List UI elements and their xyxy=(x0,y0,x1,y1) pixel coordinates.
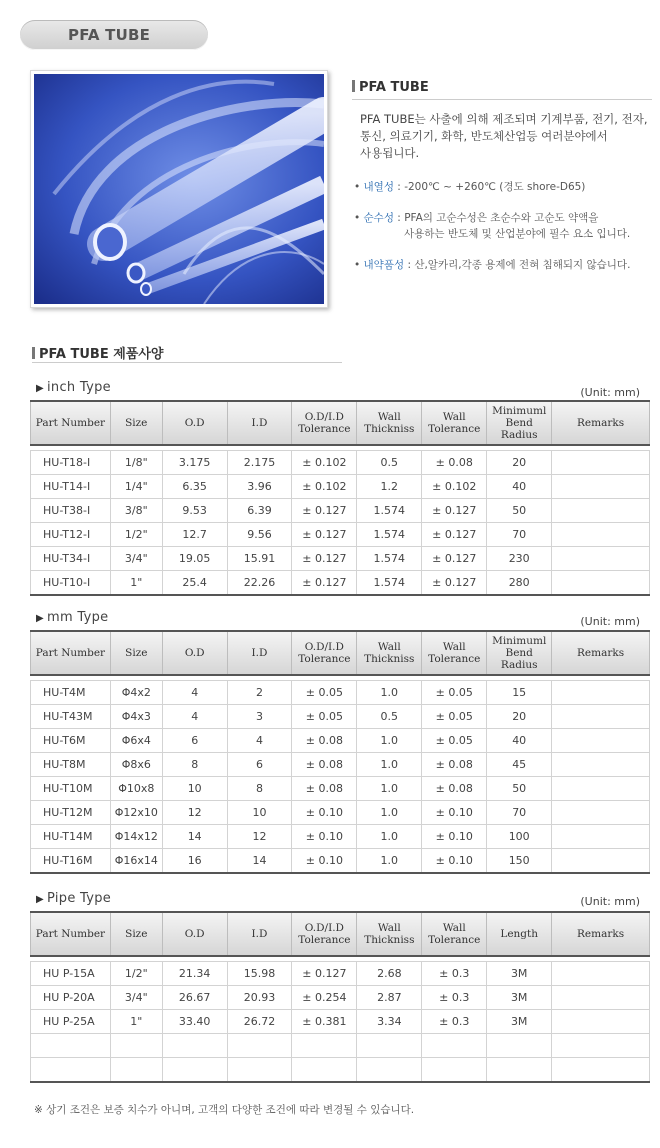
table-cell xyxy=(552,729,650,753)
feature-purity: • 순수성 : PFA의 고순수성은 초순수와 고순도 약액을 사용하는 반도체 및 산업분야에 필수 요소 입니다. xyxy=(354,212,631,240)
feature-label: 순수성 xyxy=(363,212,394,224)
column-header xyxy=(110,401,162,445)
column-header xyxy=(422,401,487,445)
table-cell xyxy=(552,1034,650,1058)
table-cell: ± 0.127 xyxy=(292,962,357,986)
column-header-text: Minimuml xyxy=(492,635,547,647)
table-cell: 22.26 xyxy=(227,571,292,596)
column-header xyxy=(31,401,111,445)
column-header xyxy=(110,631,162,675)
mm-type-title: mm Type xyxy=(47,610,109,625)
table-row xyxy=(31,475,650,499)
table-cell: 3M xyxy=(487,986,552,1010)
table-cell: HU-T14-I xyxy=(31,475,111,499)
table-cell: HU-T10M xyxy=(31,777,111,801)
table-cell: 70 xyxy=(487,523,552,547)
table-cell: 1.0 xyxy=(357,753,422,777)
table-cell: ± 0.05 xyxy=(292,681,357,705)
table-cell: 1.2 xyxy=(357,475,422,499)
table-cell xyxy=(552,777,650,801)
table-cell: ± 0.08 xyxy=(292,753,357,777)
heading-marker xyxy=(32,347,35,359)
column-header-text: Thickniss xyxy=(364,423,415,435)
table-cell: ± 0.102 xyxy=(292,451,357,475)
table-cell: 6 xyxy=(227,753,292,777)
table-cell xyxy=(552,705,650,729)
table-cell: HU P-20A xyxy=(31,986,111,1010)
table-cell: 12.7 xyxy=(162,523,227,547)
table-cell xyxy=(357,1058,422,1083)
column-header xyxy=(162,912,227,956)
column-header xyxy=(487,631,552,675)
table-cell: 10 xyxy=(227,801,292,825)
column-header xyxy=(552,631,650,675)
table-cell: ± 0.127 xyxy=(292,547,357,571)
table-cell: ± 0.381 xyxy=(292,1010,357,1034)
table-cell xyxy=(31,1034,111,1058)
table-cell: ± 0.10 xyxy=(422,849,487,874)
table-cell: 8 xyxy=(227,777,292,801)
table-cell: ± 0.127 xyxy=(422,499,487,523)
intro-title: PFA TUBE xyxy=(359,80,429,95)
table-cell: 20 xyxy=(487,451,552,475)
column-header xyxy=(292,912,357,956)
column-header-text: Thickniss xyxy=(364,934,415,946)
table-row xyxy=(31,681,650,705)
table-cell: ± 0.127 xyxy=(292,499,357,523)
pipe-type-table xyxy=(30,911,650,1083)
table-cell: ± 0.08 xyxy=(292,729,357,753)
table-cell: 6 xyxy=(162,729,227,753)
table-cell: ± 0.08 xyxy=(422,753,487,777)
table-cell xyxy=(552,849,650,874)
table-row xyxy=(31,962,650,986)
table-cell xyxy=(552,1058,650,1083)
column-header-text: Size xyxy=(125,417,148,429)
column-header xyxy=(292,631,357,675)
page-title-pill xyxy=(20,20,208,50)
table-cell: 2.87 xyxy=(357,986,422,1010)
column-header-text: Tolerance xyxy=(428,423,481,435)
column-header xyxy=(357,401,422,445)
table-cell: HU P-15A xyxy=(31,962,111,986)
page-title: PFA TUBE xyxy=(68,26,151,44)
table-cell xyxy=(110,1034,162,1058)
table-cell xyxy=(162,1034,227,1058)
table-cell: Φ4x3 xyxy=(110,705,162,729)
column-header xyxy=(227,401,292,445)
table-cell: 1.0 xyxy=(357,849,422,874)
table-row xyxy=(31,523,650,547)
table-cell: 3M xyxy=(487,962,552,986)
column-header-text: Wall xyxy=(442,411,466,423)
table-cell xyxy=(422,1034,487,1058)
table-cell xyxy=(552,571,650,596)
table-cell: 40 xyxy=(487,729,552,753)
column-header-text: Size xyxy=(125,647,148,659)
column-header-text: Tolerance xyxy=(428,653,481,665)
table-cell: 1/2" xyxy=(110,962,162,986)
table-cell: Φ6x4 xyxy=(110,729,162,753)
description-line: 통신, 의료기기, 화학, 반도체산업등 여러분야에서 xyxy=(360,129,608,143)
table-cell: HU-T43M xyxy=(31,705,111,729)
table-cell: ± 0.10 xyxy=(422,801,487,825)
pipe-type-heading xyxy=(36,891,111,906)
column-header-text: Part Number xyxy=(35,928,106,940)
feature-text: 산,알카리,각종 용제에 전혀 침해되지 않습니다. xyxy=(414,259,631,271)
table-cell: ± 0.05 xyxy=(422,729,487,753)
pipe-type-title: Pipe Type xyxy=(47,891,112,906)
table-cell xyxy=(357,1034,422,1058)
column-header-text: Size xyxy=(125,928,148,940)
heading-marker xyxy=(352,80,355,92)
table-row xyxy=(31,753,650,777)
table-cell: ± 0.3 xyxy=(422,962,487,986)
table-cell xyxy=(552,681,650,705)
table-cell: 3/4" xyxy=(110,547,162,571)
column-header-text: Wall xyxy=(377,411,401,423)
table-cell: 3 xyxy=(227,705,292,729)
table-header-row xyxy=(31,631,650,675)
table-cell: 1" xyxy=(110,1010,162,1034)
column-header xyxy=(487,401,552,445)
column-header xyxy=(162,631,227,675)
table-cell: 3/4" xyxy=(110,986,162,1010)
column-header-text: O.D/I.D xyxy=(304,411,344,423)
table-cell: ± 0.10 xyxy=(422,825,487,849)
table-cell: ± 0.05 xyxy=(292,705,357,729)
table-row xyxy=(31,451,650,475)
column-header xyxy=(422,631,487,675)
column-header xyxy=(162,401,227,445)
column-header xyxy=(110,912,162,956)
table-cell: 14 xyxy=(227,849,292,874)
table-cell: 1.0 xyxy=(357,825,422,849)
table-row xyxy=(31,571,650,596)
column-header-text: O.D/I.D xyxy=(304,641,344,653)
table-cell xyxy=(552,962,650,986)
table-cell: ± 0.08 xyxy=(422,777,487,801)
table-cell: ± 0.3 xyxy=(422,1010,487,1034)
column-header-text: Tolerance xyxy=(428,934,481,946)
table-cell: 25.4 xyxy=(162,571,227,596)
unit-label: (Unit: mm) xyxy=(580,386,640,399)
description-line: 사용됩니다. xyxy=(360,146,420,160)
table-cell: 3M xyxy=(487,1010,552,1034)
table-cell: Φ8x6 xyxy=(110,753,162,777)
table-cell: HU-T18-I xyxy=(31,451,111,475)
table-cell: HU-T6M xyxy=(31,729,111,753)
table-cell: 4 xyxy=(162,705,227,729)
table-row xyxy=(31,705,650,729)
table-cell: HU-T12M xyxy=(31,801,111,825)
table-cell: 20.93 xyxy=(227,986,292,1010)
table-cell: ± 0.102 xyxy=(292,475,357,499)
table-cell: 50 xyxy=(487,777,552,801)
spec-title: PFA TUBE 제품사양 xyxy=(39,347,164,362)
table-cell: HU-T8M xyxy=(31,753,111,777)
table-cell xyxy=(552,523,650,547)
table-cell: 26.72 xyxy=(227,1010,292,1034)
description-line: PFA TUBE는 사출에 의해 제조되며 기계부품, 전기, 전자, xyxy=(360,112,648,126)
table-cell: 1/8" xyxy=(110,451,162,475)
column-header xyxy=(292,401,357,445)
column-header-text: Minimuml xyxy=(492,405,547,417)
table-cell: 14 xyxy=(162,825,227,849)
table-row xyxy=(31,777,650,801)
table-cell: 1.574 xyxy=(357,547,422,571)
column-header-text: Thickniss xyxy=(364,653,415,665)
table-cell xyxy=(227,1058,292,1083)
intro-divider xyxy=(352,99,652,100)
table-cell xyxy=(487,1034,552,1058)
table-cell xyxy=(552,547,650,571)
table-cell: HU-T10-I xyxy=(31,571,111,596)
table-cell: HU-T34-I xyxy=(31,547,111,571)
table-cell xyxy=(227,1034,292,1058)
table-row xyxy=(31,547,650,571)
table-cell: 2.175 xyxy=(227,451,292,475)
column-header xyxy=(422,912,487,956)
feature-text: PFA의 고순수성은 초순수와 고순도 약액을 xyxy=(404,212,599,224)
column-header-text: Tolerance xyxy=(298,423,351,435)
table-cell xyxy=(422,1058,487,1083)
table-cell: 3.96 xyxy=(227,475,292,499)
column-header-text: Bend Radius xyxy=(500,417,538,441)
table-cell: HU-T12-I xyxy=(31,523,111,547)
table-cell: 10 xyxy=(162,777,227,801)
column-header xyxy=(31,631,111,675)
column-header xyxy=(552,912,650,956)
table-cell: 0.5 xyxy=(357,705,422,729)
table-cell: ± 0.127 xyxy=(422,523,487,547)
column-header-text: I.D xyxy=(251,417,268,429)
spec-heading xyxy=(32,343,163,362)
table-cell: 0.5 xyxy=(357,451,422,475)
table-cell: 15 xyxy=(487,681,552,705)
column-header xyxy=(357,912,422,956)
column-header-text: Wall xyxy=(442,641,466,653)
table-cell xyxy=(552,825,650,849)
table-cell: 9.56 xyxy=(227,523,292,547)
table-cell: Φ10x8 xyxy=(110,777,162,801)
inch-type-heading xyxy=(36,380,111,395)
feature-heat-resistance: • 내열성 : -200℃ ~ +260℃ (경도 shore-D65) xyxy=(354,181,586,193)
inch-type-table xyxy=(30,400,650,596)
table-cell xyxy=(110,1058,162,1083)
table-cell xyxy=(552,475,650,499)
column-header-text: O.D xyxy=(184,647,205,659)
table-cell: Φ4x2 xyxy=(110,681,162,705)
feature-text: 사용하는 반도체 및 산업분야에 필수 요소 입니다. xyxy=(404,228,631,240)
table-cell: 230 xyxy=(487,547,552,571)
table-cell: 1.0 xyxy=(357,729,422,753)
column-header xyxy=(487,912,552,956)
table-cell: 70 xyxy=(487,801,552,825)
table-cell xyxy=(552,753,650,777)
table-row xyxy=(31,825,650,849)
table-cell: ± 0.3 xyxy=(422,986,487,1010)
table-cell: 3.175 xyxy=(162,451,227,475)
column-header-text: Tolerance xyxy=(298,934,351,946)
inch-type-title: inch Type xyxy=(47,380,111,395)
table-cell: 19.05 xyxy=(162,547,227,571)
table-cell: 33.40 xyxy=(162,1010,227,1034)
column-header-text: O.D xyxy=(184,928,205,940)
table-cell: 1.574 xyxy=(357,523,422,547)
table-cell: ± 0.10 xyxy=(292,849,357,874)
triangle-right-icon: ▶ xyxy=(36,613,44,624)
table-cell: ± 0.10 xyxy=(292,825,357,849)
table-cell: 50 xyxy=(487,499,552,523)
column-header-text: Bend Radius xyxy=(500,647,538,671)
column-header-text: Part Number xyxy=(35,647,106,659)
column-header xyxy=(227,631,292,675)
table-cell: ± 0.08 xyxy=(292,777,357,801)
table-cell xyxy=(552,451,650,475)
table-cell: ± 0.05 xyxy=(422,681,487,705)
table-cell: 4 xyxy=(227,729,292,753)
table-header-row xyxy=(31,912,650,956)
table-cell xyxy=(552,1010,650,1034)
table-cell: 15.91 xyxy=(227,547,292,571)
table-cell xyxy=(487,1058,552,1083)
table-header-row xyxy=(31,401,650,445)
mm-type-table xyxy=(30,630,650,874)
table-cell: 12 xyxy=(227,825,292,849)
table-cell: ± 0.08 xyxy=(422,451,487,475)
table-cell: ± 0.254 xyxy=(292,986,357,1010)
table-cell xyxy=(31,1058,111,1083)
table-cell: 2.68 xyxy=(357,962,422,986)
table-cell: 8 xyxy=(162,753,227,777)
table-cell: 1" xyxy=(110,571,162,596)
feature-text: -200℃ ~ +260℃ (경도 shore-D65) xyxy=(404,181,586,193)
table-cell: 1.574 xyxy=(357,571,422,596)
feature-label: 내열성 xyxy=(363,181,394,193)
table-row xyxy=(31,986,650,1010)
table-cell xyxy=(292,1034,357,1058)
unit-label: (Unit: mm) xyxy=(580,895,640,908)
column-header-text: Wall xyxy=(377,641,401,653)
table-cell: HU P-25A xyxy=(31,1010,111,1034)
feature-label: 내약품성 xyxy=(363,259,405,271)
table-cell: ± 0.127 xyxy=(422,547,487,571)
table-cell: 2 xyxy=(227,681,292,705)
table-cell: 20 xyxy=(487,705,552,729)
triangle-right-icon: ▶ xyxy=(36,383,44,394)
column-header-text: Remarks xyxy=(577,928,625,940)
table-cell xyxy=(552,499,650,523)
table-cell: HU-T14M xyxy=(31,825,111,849)
product-photo xyxy=(30,70,328,308)
table-cell: ± 0.10 xyxy=(292,801,357,825)
table-cell: 280 xyxy=(487,571,552,596)
table-row xyxy=(31,729,650,753)
column-header xyxy=(227,912,292,956)
table-cell: 1/4" xyxy=(110,475,162,499)
table-cell: 15.98 xyxy=(227,962,292,986)
table-cell: HU-T38-I xyxy=(31,499,111,523)
table-cell: 6.35 xyxy=(162,475,227,499)
table-row xyxy=(31,1010,650,1034)
table-cell: 1.0 xyxy=(357,777,422,801)
table-cell: 40 xyxy=(487,475,552,499)
table-cell: 150 xyxy=(487,849,552,874)
table-cell: 1.574 xyxy=(357,499,422,523)
table-cell: Φ12x10 xyxy=(110,801,162,825)
column-header-text: O.D/I.D xyxy=(304,922,344,934)
table-row xyxy=(31,1058,650,1083)
column-header-text: Wall xyxy=(377,922,401,934)
table-cell: 9.53 xyxy=(162,499,227,523)
table-row xyxy=(31,499,650,523)
intro-heading xyxy=(352,80,429,95)
column-header-text: Tolerance xyxy=(298,653,351,665)
column-header xyxy=(552,401,650,445)
column-header xyxy=(31,912,111,956)
table-cell: Φ16x14 xyxy=(110,849,162,874)
table-row xyxy=(31,849,650,874)
column-header xyxy=(357,631,422,675)
column-header-text: Part Number xyxy=(35,417,106,429)
column-header-text: Remarks xyxy=(577,647,625,659)
table-cell xyxy=(292,1058,357,1083)
column-header-text: O.D xyxy=(184,417,205,429)
column-header-text: I.D xyxy=(251,647,268,659)
mm-type-heading xyxy=(36,610,108,625)
table-cell: HU-T16M xyxy=(31,849,111,874)
column-header-text: Remarks xyxy=(577,417,625,429)
unit-label: (Unit: mm) xyxy=(580,615,640,628)
table-cell: 12 xyxy=(162,801,227,825)
table-cell: ± 0.127 xyxy=(292,571,357,596)
table-cell: 45 xyxy=(487,753,552,777)
table-cell: Φ14x12 xyxy=(110,825,162,849)
table-row xyxy=(31,801,650,825)
table-cell: 1.0 xyxy=(357,681,422,705)
table-cell: 21.34 xyxy=(162,962,227,986)
intro-description xyxy=(360,111,650,162)
table-cell: 3/8" xyxy=(110,499,162,523)
table-cell: 1/2" xyxy=(110,523,162,547)
table-cell xyxy=(552,801,650,825)
column-header-text: I.D xyxy=(251,928,268,940)
footnote: ※ 상기 조건은 보증 치수가 아니며, 고객의 다양한 조건에 따라 변경될 수 있습니다. xyxy=(34,1104,415,1116)
table-cell: 6.39 xyxy=(227,499,292,523)
table-cell: ± 0.127 xyxy=(292,523,357,547)
triangle-right-icon: ▶ xyxy=(36,894,44,905)
table-cell: ± 0.102 xyxy=(422,475,487,499)
table-cell: 3.34 xyxy=(357,1010,422,1034)
column-header-text: Wall xyxy=(442,922,466,934)
spec-divider xyxy=(32,362,342,363)
feature-chemical-resistance: • 내약품성 : 산,알카리,각종 용제에 전혀 침해되지 않습니다. xyxy=(354,259,631,271)
table-cell: ± 0.127 xyxy=(422,571,487,596)
table-cell: ± 0.05 xyxy=(422,705,487,729)
table-cell: 100 xyxy=(487,825,552,849)
table-cell xyxy=(552,986,650,1010)
column-header-text: Length xyxy=(500,928,539,940)
table-cell: 1.0 xyxy=(357,801,422,825)
table-cell: HU-T4M xyxy=(31,681,111,705)
table-cell: 26.67 xyxy=(162,986,227,1010)
table-cell: 4 xyxy=(162,681,227,705)
table-cell xyxy=(162,1058,227,1083)
table-cell: 16 xyxy=(162,849,227,874)
table-row xyxy=(31,1034,650,1058)
